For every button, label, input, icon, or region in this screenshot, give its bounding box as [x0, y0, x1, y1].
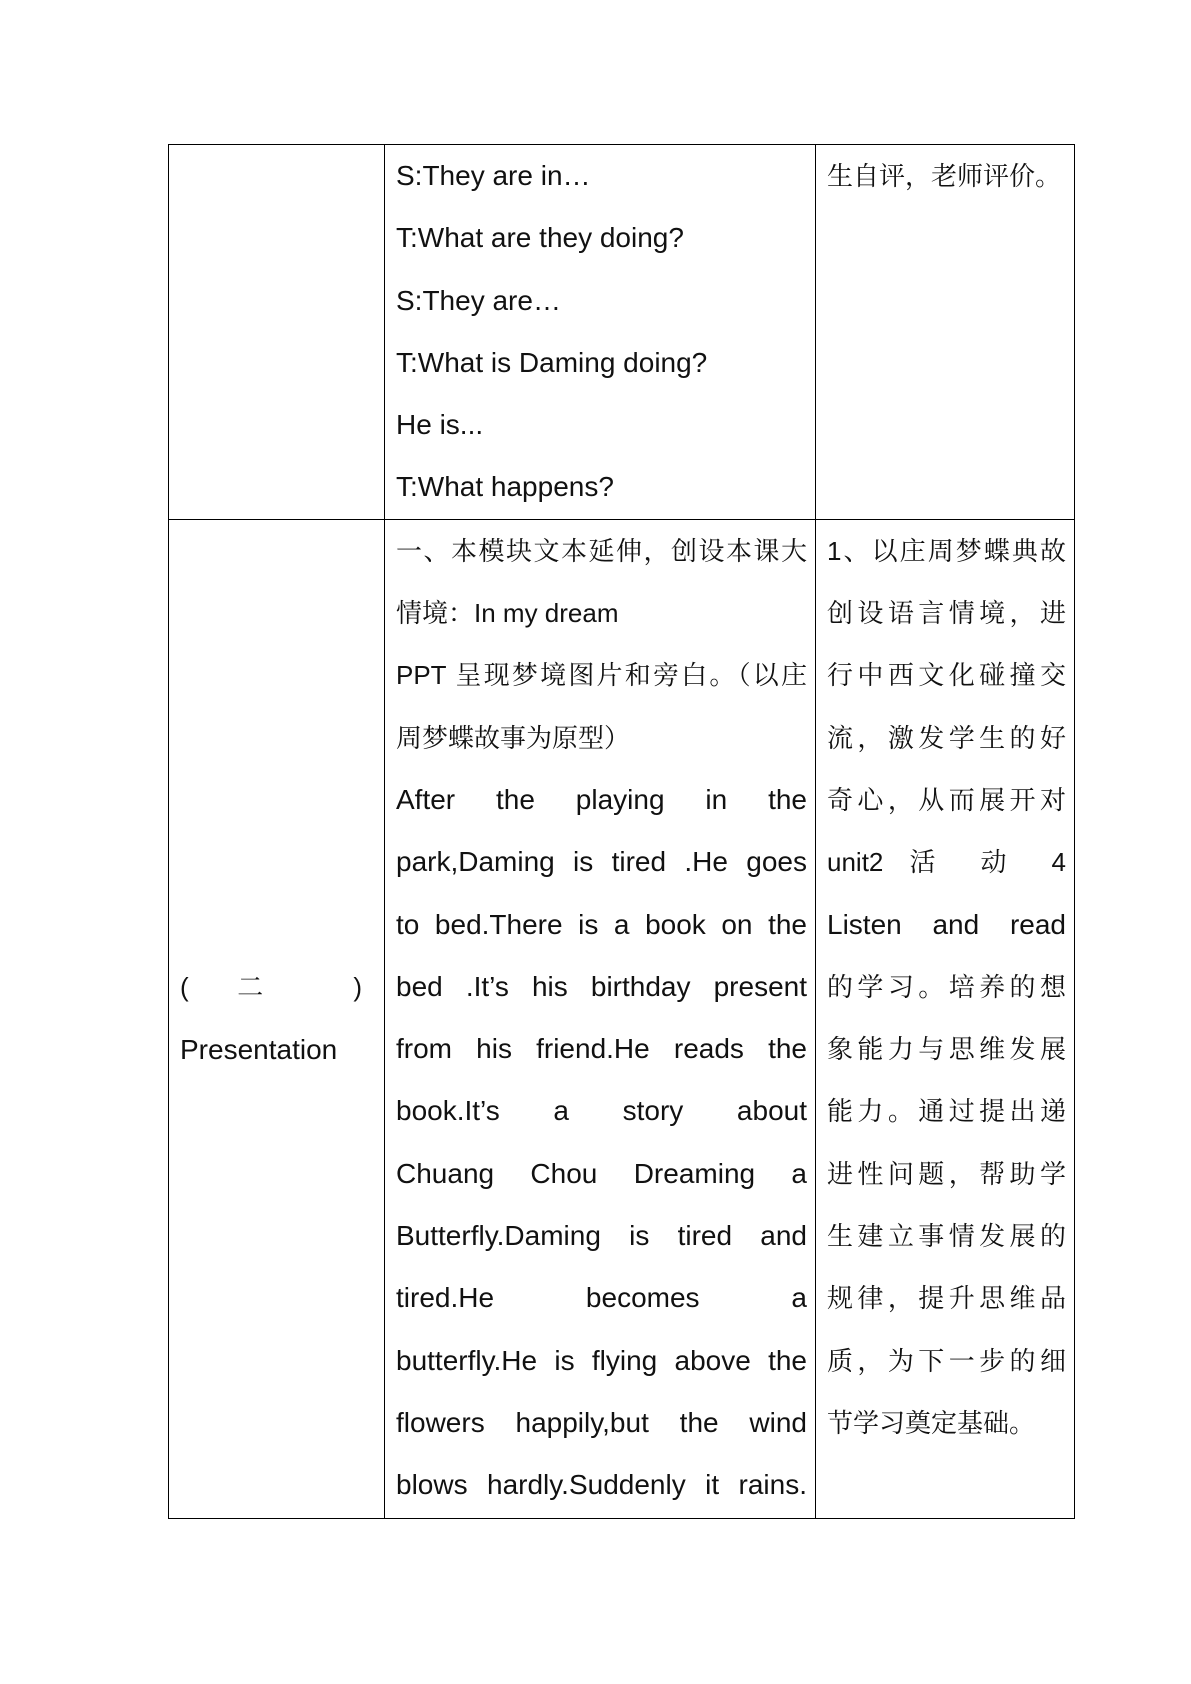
- procedure-line: S:They are in…: [396, 160, 591, 191]
- procedure-line: 周梦蝶故事为原型）: [396, 722, 631, 753]
- procedure-line: T:What are they doing?: [396, 222, 684, 254]
- procedure-line: bed .It’s his birthday present: [396, 970, 807, 1002]
- procedure-line: Chuang Chou Dreaming a: [396, 1157, 807, 1189]
- procedure-line: T:What is Daming doing?: [396, 346, 708, 378]
- procedure-line: butterfly.He is flying above the: [396, 1344, 807, 1376]
- procedure-line: to bed.There is a book on the: [396, 908, 807, 940]
- procedure-line: After the playing in the: [396, 783, 807, 815]
- procedure-line: 情境：In my dream: [396, 598, 619, 629]
- purpose-line: 规律，提升思维品: [827, 1283, 1066, 1314]
- purpose-line: 节学习奠定基础。: [827, 1407, 1036, 1438]
- purpose-line: unit2 活 动 4: [827, 847, 1066, 878]
- procedure-line: 一、本模块文本延伸，创设本课大: [396, 535, 807, 566]
- procedure-line: He is...: [396, 409, 484, 441]
- purpose-line: 象能力与思维发展: [827, 1034, 1066, 1065]
- stage-cell: [169, 519, 385, 1518]
- procedure-line: PPT 呈现梦境图片和旁白。（以庄: [396, 660, 807, 691]
- lesson-plan-table: [168, 144, 1075, 1519]
- purpose-line: 进性问题，帮助学: [827, 1158, 1066, 1189]
- purpose-line: 生自评，老师评价。: [827, 161, 1062, 191]
- procedure-cell: [385, 519, 816, 1518]
- procedure-line: flowers happily,but the wind: [396, 1406, 807, 1438]
- purpose-line: 生建立事情发展的: [827, 1221, 1066, 1252]
- procedure-line: book.It’s a story about: [396, 1095, 807, 1127]
- purpose-line: 流，激发学生的好: [827, 722, 1066, 753]
- procedure-line: T:What happens?: [396, 471, 614, 503]
- purpose-line: 能力。通过提出递: [827, 1096, 1066, 1127]
- procedure-line: blows hardly.Suddenly it rains.: [396, 1469, 807, 1501]
- purpose-line: 奇心，从而展开对: [827, 784, 1066, 815]
- purpose-line: 质，为下一步的细: [827, 1345, 1066, 1376]
- purpose-cell: [816, 519, 1075, 1518]
- table-row: [169, 145, 1075, 520]
- procedure-line: tired.He becomes a: [396, 1282, 807, 1314]
- procedure-cell: [385, 145, 816, 520]
- table-row: [169, 519, 1075, 1518]
- procedure-line: Butterfly.Daming is tired and: [396, 1220, 807, 1252]
- purpose-line: Listen and read: [827, 908, 1066, 940]
- procedure-line: S:They are…: [396, 284, 561, 316]
- purpose-line: 创设语言情境，进: [827, 598, 1066, 629]
- stage-number: ( 二 ): [180, 972, 362, 1003]
- stage-title: Presentation: [180, 1033, 338, 1065]
- purpose-line: 的学习。培养的想: [827, 971, 1066, 1002]
- procedure-line: park,Daming is tired .He goes: [396, 846, 807, 878]
- procedure-line: from his friend.He reads the: [396, 1033, 807, 1065]
- purpose-line: 1、以庄周梦蝶典故: [827, 535, 1066, 566]
- purpose-line: 行中西文化碰撞交: [827, 660, 1066, 691]
- purpose-cell: [816, 145, 1075, 520]
- stage-cell-empty: [169, 145, 385, 520]
